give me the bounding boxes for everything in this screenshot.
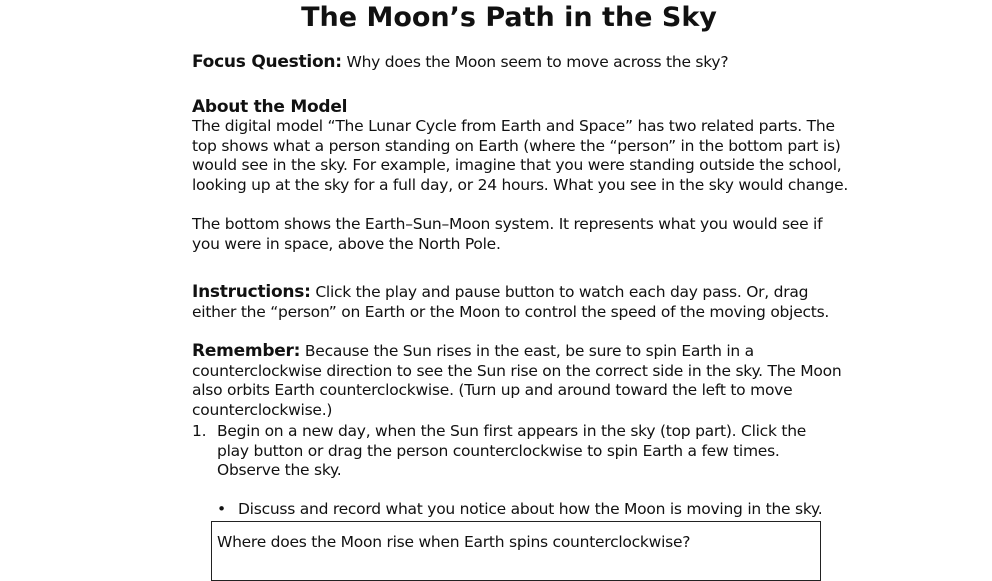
answer-box[interactable] [211,521,821,581]
question-1-bullet [214,500,858,520]
question-1 [192,422,832,481]
about-paragraph-1: The digital model “The Lunar Cycle from Earth and Space” has two related parts. The top shows what a person standing on Earth (where the “person” in the bottom part is) would see in the sky. For example, imagine that you were standing outside the school, looking up at the sky for a full day, or 24 hours. What you see in the sky would change. [192,117,849,194]
focus-question [192,53,852,73]
focus-question-label: Focus Question: [192,52,342,72]
page-title: The Moon’s Path in the Sky [301,2,717,33]
focus-question-text: Why does the Moon seem to move across the sky? [341,53,729,71]
bullet-text: Discuss and record what you notice about how the Moon is moving in the sky. [238,500,823,518]
question-number: 1. [192,422,207,440]
answer-box-prompt: Where does the Moon rise when Earth spins counterclockwise? [217,533,691,551]
remember-note [192,342,852,420]
about-paragraph-2: The bottom shows the Earth–Sun–Moon system. It represents what you would see if you were in space, above the North Pole. [192,215,823,253]
about-section [192,97,852,195]
instructions-text: Click the play and pause button to watch each day pass. Or, drag either the “person” on Earth or the Moon to control the speed of the moving objects. [192,283,830,321]
instructions [192,283,852,322]
question-text: Begin on a new day, when the Sun first appears in the sky (top part). Click the play button or drag the person counterclockwise to spin Earth a few times. Observe the sky. [217,422,807,479]
remember-label: Remember: [192,341,301,361]
instructions-label: Instructions: [192,282,311,302]
remember-text: Because the Sun rises in the east, be sure to spin Earth in a counterclockwise direction to see the Sun rise on the correct side in the sky. The Moon also orbits Earth counterclockwise. (Turn up and around toward the left to move counterclockwise.) [192,342,842,419]
bullet-dot-icon: • [217,500,226,518]
about-heading: About the Model [192,97,348,117]
